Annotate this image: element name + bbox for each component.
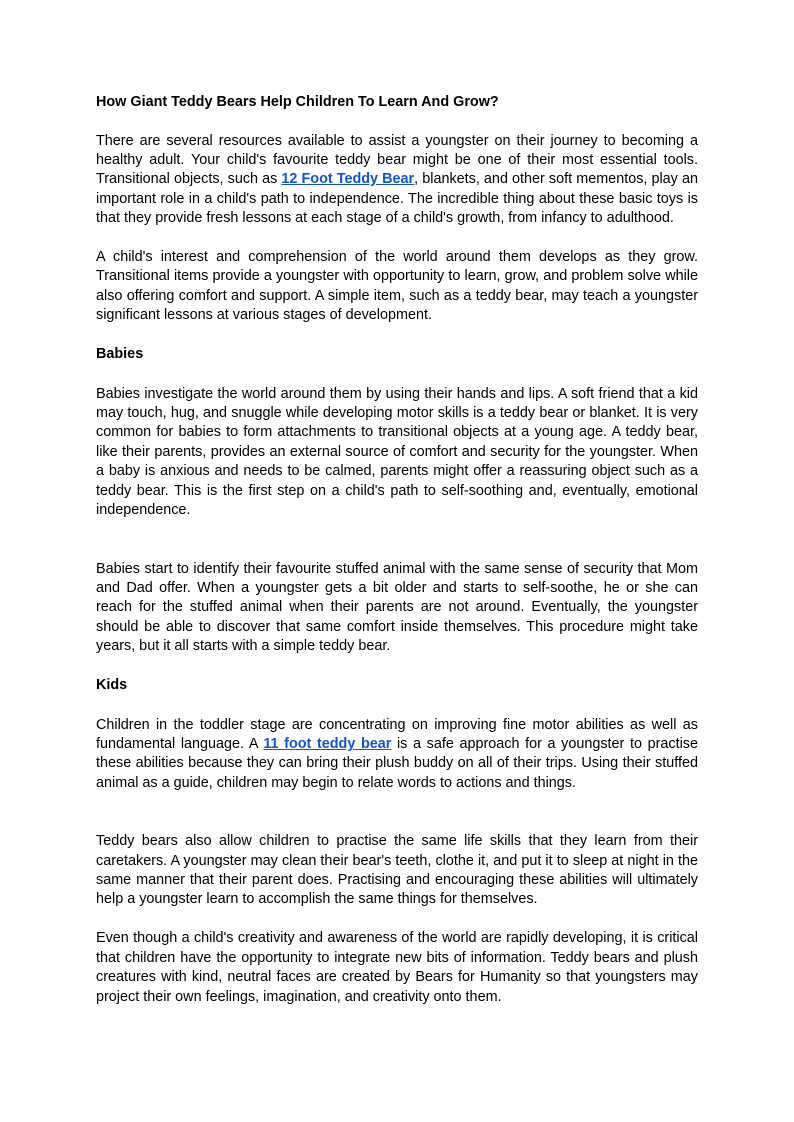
babies-heading: Babies (96, 346, 144, 363)
babies-paragraph-1: Babies investigate the world around them by using their hands and lips. A soft friend that a kid may touch, hug, and snuggle while developing motor skills is a teddy bear or blanket. It is very common for babies to form attachments to transitional objects at a young age. A teddy bear, like their parents, provides an external source of comfort and security for the youngster. When a baby is anxious and needs to be calmed, parents might offer a reassuring object such as a teddy bear. This is the first step on a child's path to self-soothing and, eventually, emotional independence. (96, 385, 698, 519)
intro-1-text-before: There are several resources available to assist a youngster on their journey to becoming a healthy adult. Your child's favourite teddy bear might be one of their most essential tools. Transitional objects, such as (96, 132, 698, 188)
11-foot-teddy-bear-link[interactable]: 11 foot teddy bear (263, 735, 392, 752)
babies-paragraph-2: Babies start to identify their favourite stuffed animal with the same sense of security that Mom and Dad offer. When a youngster gets a bit older and starts to self-soothe, he or she can reach for the stuffed animal when their parents are not around. Eventually, the youngster should be able to discover that same comfort inside themselves. This procedure might take years, but it all starts with a simple teddy bear. (96, 560, 698, 655)
kids-1-text-after: is a safe approach for a youngster to practise these abilities because they can bring their plush buddy on all of their trips. Using their stuffed animal as a guide, children may begin to relate words to actions and things. (96, 735, 698, 791)
intro-paragraph-2: A child's interest and comprehension of the world around them develops as they grow. Transitional items provide a youngster with opportunity to learn, grow, and problem solve while also offering comfort and support. A simple item, such as a teddy bear, may teach a youngster significant lessons at various stages of development. (96, 249, 698, 324)
kids-heading: Kids (96, 677, 128, 694)
kids-1-text-before: Children in the toddler stage are concentrating on improving fine motor abilities as well as fundamental language. A (96, 716, 698, 752)
kids-paragraph-2: Teddy bears also allow children to practise the same life skills that they learn from their caretakers. A youngster may clean their bear's teeth, clothe it, and put it to sleep at night in the same manner that their parent does. Practising and encouraging these abilities will ultimately help a youngster learn to accomplish the same things for themselves. (96, 833, 698, 908)
intro-1-text-after: , blankets, and other soft mementos, play an important role in a child's path to independence. The incredible thing about these basic toys is that they provide fresh lessons at each stage of a child's growth, from infancy to adulthood. (96, 171, 698, 227)
12-foot-teddy-bear-link[interactable]: 12 Foot Teddy Bear (281, 171, 415, 188)
intro-paragraph-1 (96, 132, 698, 229)
kids-paragraph-1 (96, 716, 698, 794)
kids-paragraph-3: Even though a child's creativity and awareness of the world are rapidly developing, it is critical that children have the opportunity to integrate new bits of information. Teddy bears and plush creatures with kind, neutral faces are created by Bears for Humanity so that youngsters may project their own feelings, imagination, and creativity onto them. (96, 930, 698, 1005)
document-title: How Giant Teddy Bears Help Children To Learn And Grow? (96, 94, 499, 110)
document-page (96, 93, 698, 1026)
